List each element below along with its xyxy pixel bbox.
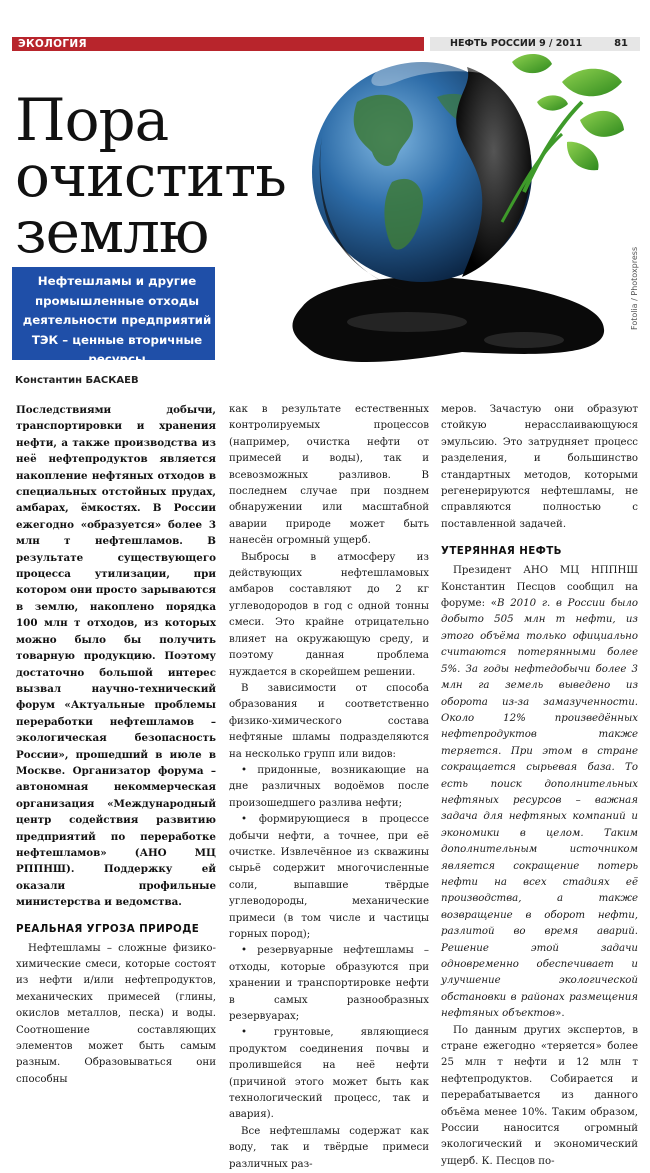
body-paragraph: Нефтешламы – сложные физико-химические смеси, которые состоят из нефти и/или нефтепродуктов, механических примесей (глины, окислов металлов, песка) и воды. Соотношение составляющих элементов может быть самым разным. Образовываться они способны <box>16 942 216 1085</box>
title-line-2: очистить <box>15 142 286 210</box>
text-column-1 <box>16 402 216 1088</box>
lead-text: Нефтешламы и другие промышленные отходы деятельности предприятий ТЭК – ценные вторичные ресурсы <box>22 274 212 367</box>
list-item: • придонные, возникающие на дне различных водоёмов после произошедшего разлива нефти; <box>229 764 429 809</box>
title-line-3: землю <box>15 198 209 266</box>
list-item: • формирующиеся в процессе добычи нефти, а точнее, при её очистке. Извлечённое из скважины сырьё содержит многочисленные соли, выпавшие твёрдые углеводороды, механические примеси (в том числе и частицы горных пород); <box>229 814 429 940</box>
body-paragraph: Все нефтешламы содержат как воду, так и твёрдые примеси различных раз- <box>229 1125 429 1170</box>
text-column-3 <box>441 402 638 1170</box>
magazine-name: НЕФТЬ РОССИИ 9 / 2011 <box>450 38 583 49</box>
body-paragraph: Выбросы в атмосферу из действующих нефтешламовых амбаров составляют до 2 кг углеводородов в год с одной тонны смеси. Это крайне отрицательно влияет на окружающую среду, и поэтому данная проблема нуждается в скорейшем решении. <box>229 551 429 678</box>
quote-text: В 2010 г. в России было добыто 505 млн т нефти, из этого объёма только официально считаются потерянными более 5%. За годы нефтедобычи более 3 млн га земель выведено из оборота из-за замазученности. Около 12% произведённых нефтепродуктов также теряется. При этом в стране сокращается сырьевая база. То есть поиск дополнительных нефтяных ресурсов – важная задача для нефтяных компаний и экономики в целом. Таким дополнительным источником является сокращение потерь нефти на всех стадиях её производства, а также возвращение в оборот нефти, разлитой во время аварий. Решение этой задачи одновременно обеспечивает и улучшение экологической обстановки в районах размещения нефтяных объектов <box>441 598 639 1020</box>
list-item: • грунтовые, являющиеся продуктом соединения почвы и пролившейся на неё нефти (причиной этого может быть как технологический процесс, так и авария). <box>229 1027 429 1121</box>
body-paragraph: В зависимости от способа образования и соответственно физико-химического состава нефтяные шламы подразделяются на несколько групп или видов: <box>229 682 429 760</box>
list-item: • резервуарные нефтешламы – отходы, которые образуются при хранении и транспортировке нефти в самых разнообразных резервуарах; <box>229 945 429 1023</box>
lead-box <box>12 267 215 367</box>
author-name: Константин БАСКАЕВ <box>15 375 139 386</box>
section-heading-1: РЕАЛЬНАЯ УГРОЗА ПРИРОДЕ <box>16 922 200 935</box>
section-heading-2: УТЕРЯННАЯ НЕФТЬ <box>441 545 562 558</box>
quote-lead-in: Президент АНО МЦ НППНШ Константин Песцов сообщил на форуме: « <box>441 565 638 610</box>
body-paragraph: как в результате естественных контролируемых процессов (например, очистка нефти от примесей и воды), так и всевозможных разливов. В последнем случае при позднем обнаружении или масштабной аварии природе может быть нанесён огромный ущерб. <box>229 404 429 547</box>
intro-paragraph: Последствиями добычи, транспортировки и хранения нефти, а также производства из неё нефтепродуктов является накопление нефтяных отходов в специальных отстойных прудах, амбарах, ёмкостях. В России ежегодно «образуется» более 3 млн т нефтешламов. В результате существующего процесса утилизации, при котором они просто зарываются в землю, накоплено порядка 100 млн т отходов, из которых можно было бы получить товарную продукцию. Поэтому достаточно большой интерес вызвал научно-технический форум «Актуальные проблемы переработки нефтешламов – экологическая безопасность России», прошедший в июле в Москве. Организатор форума – автономная некоммерческая организация «Международный центр содействия развитию предприятий по переработке нефтешламов» (АНО МЦ РППНШ). Поддержку ей оказали профильные министерства и ведомства. <box>16 404 216 909</box>
title-line-1: Пора <box>15 86 169 154</box>
quote-paragraph <box>441 563 638 1022</box>
page-number: 81 <box>614 38 628 49</box>
quote-close: ». <box>555 1008 565 1020</box>
rubric-label: ЭКОЛОГИЯ <box>18 38 87 50</box>
body-paragraph: меров. Зачастую они образуют стойкую нерасслаивающуюся эмульсию. Это затрудняет процесс разделения, и большинство стандартных методов, которыми регенерируются нефтешламы, не справляются полностью с поставленной задачей. <box>441 404 638 530</box>
body-paragraph: По данным других экспертов, в стране ежегодно «теряется» более 25 млн т нефти и 12 млн т нефтепродуктов. Собирается и перерабатывается из данного объёма менее 10%. Таким образом, России наносится огромный экологический и экономический ущерб. К. Песцов по- <box>441 1024 638 1167</box>
photo-credit: Fotolia / Photoxpress <box>630 246 639 330</box>
text-column-2 <box>229 402 429 1173</box>
oil-globe-illustration <box>262 42 626 394</box>
